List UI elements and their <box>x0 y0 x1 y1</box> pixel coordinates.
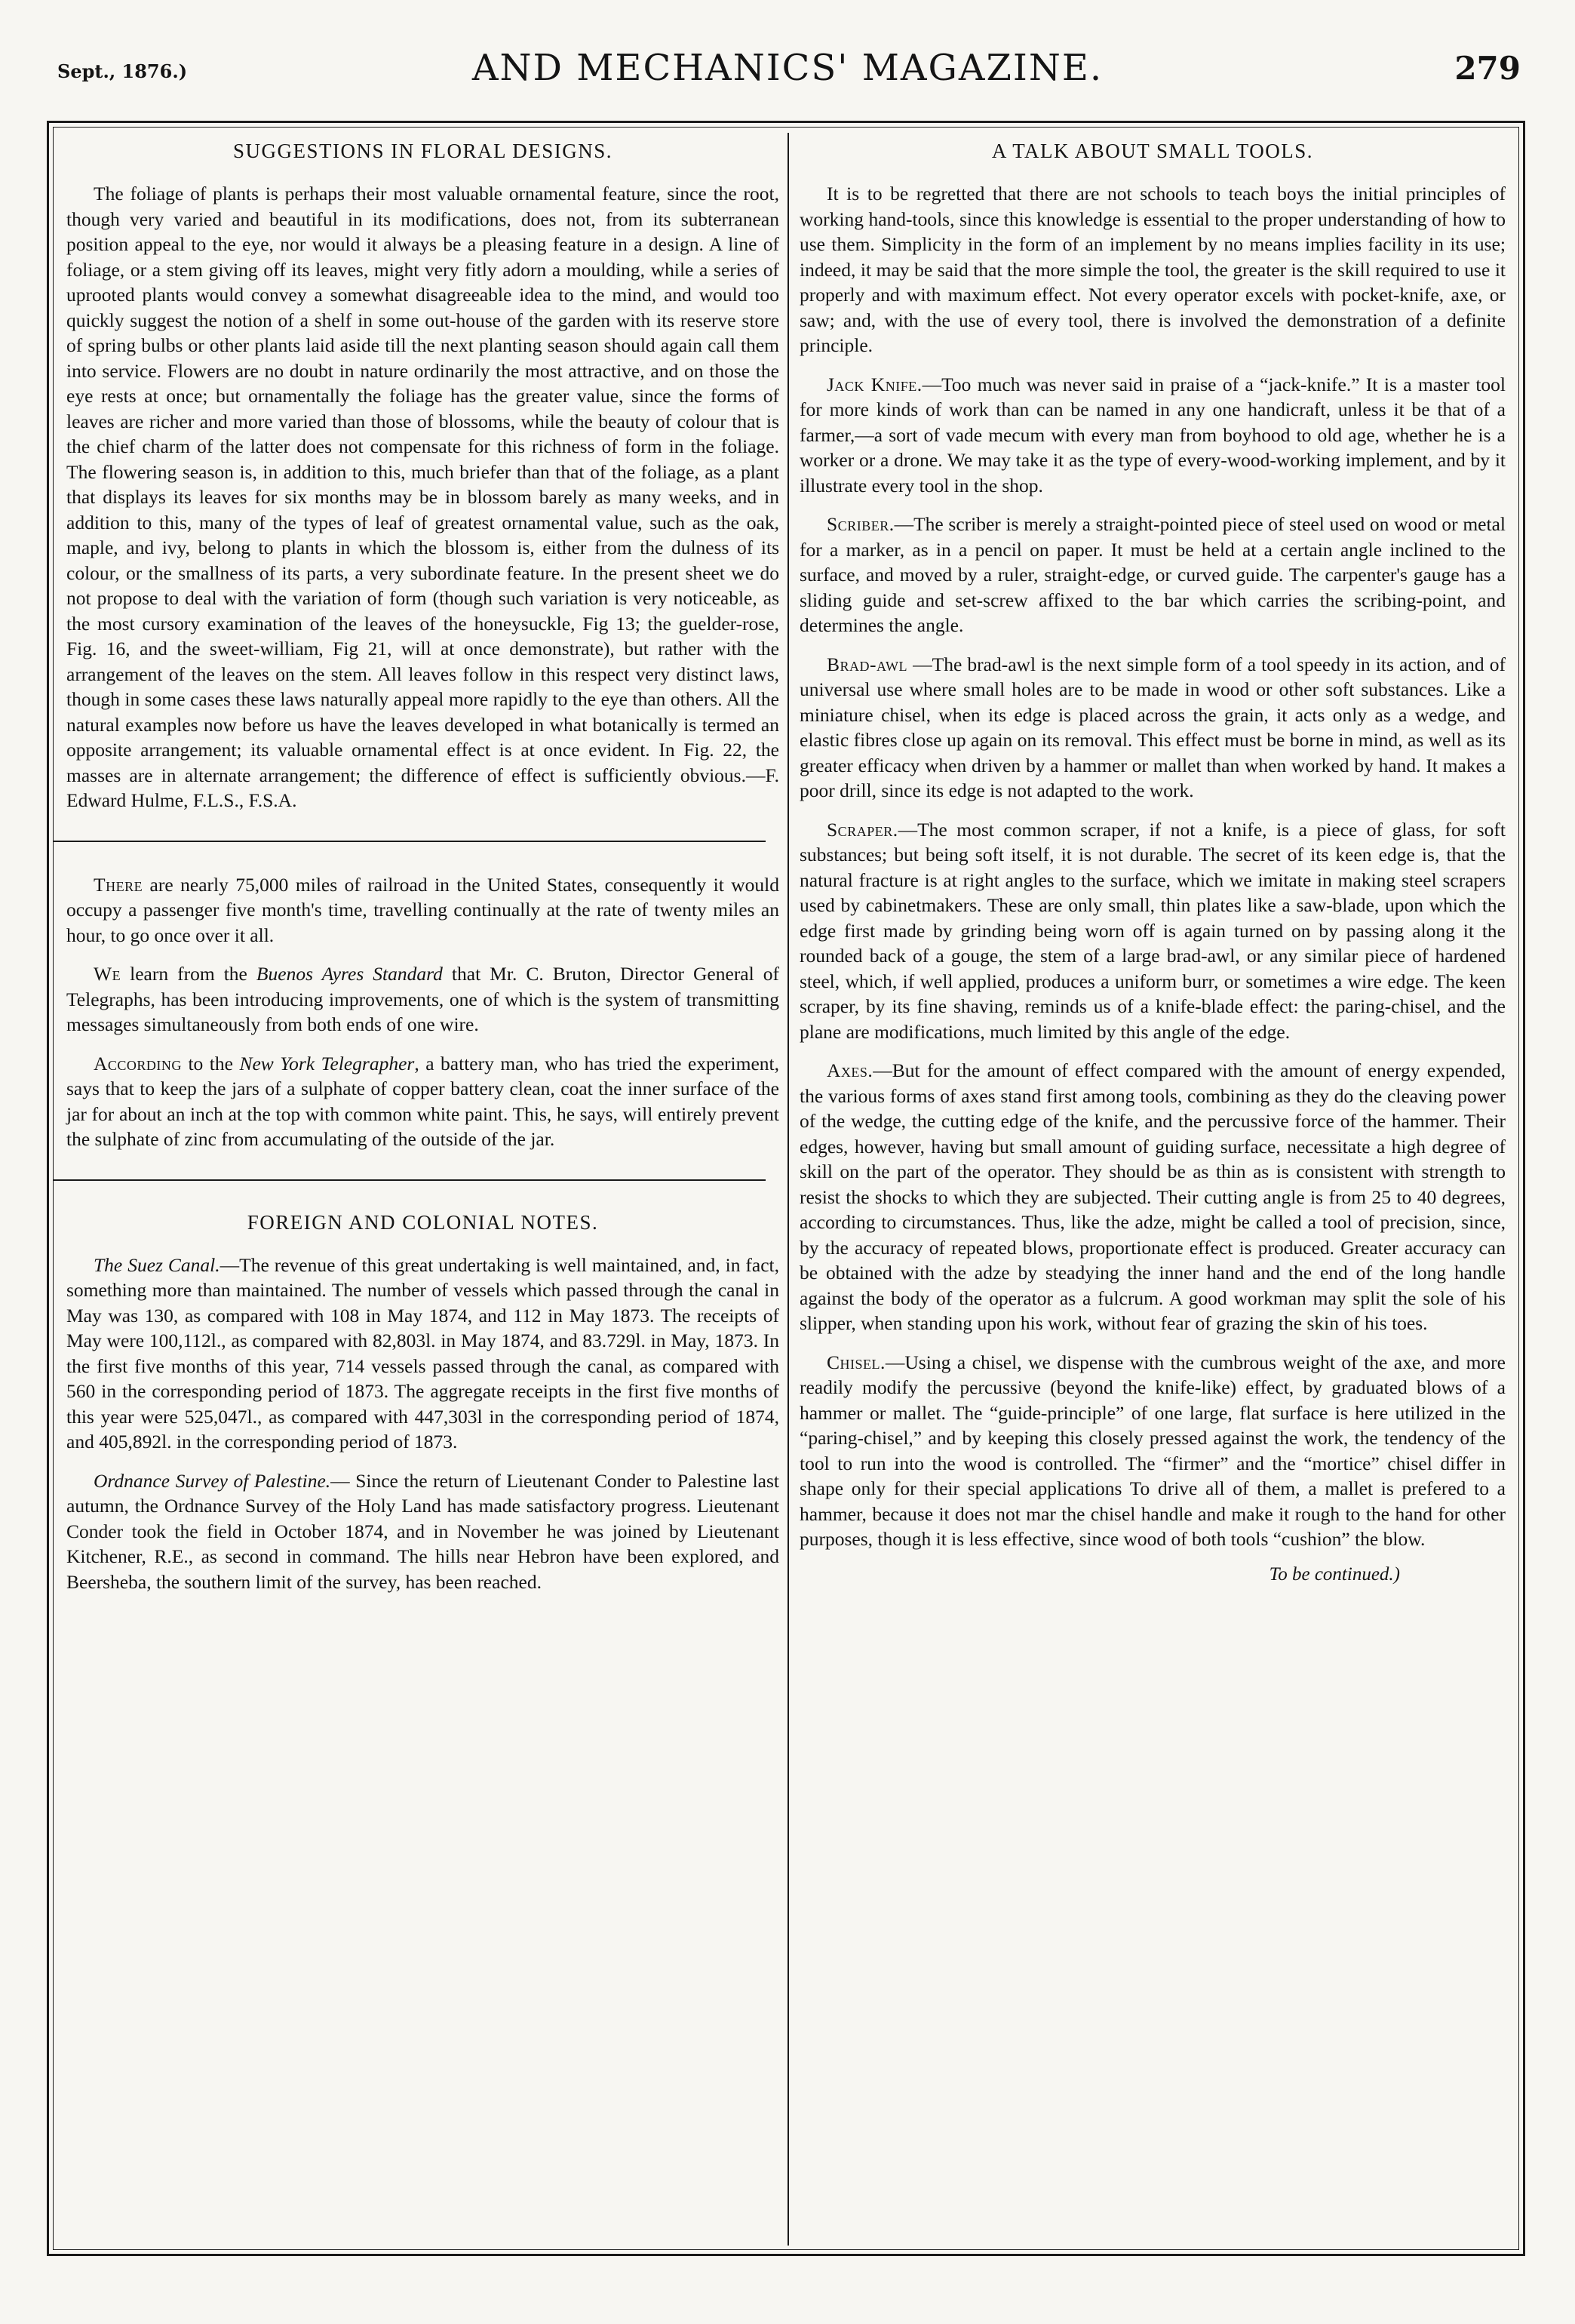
jack-knife-paragraph <box>800 372 1506 499</box>
foreign-heading: FOREIGN AND COLONIAL NOTES. <box>247 1210 599 1234</box>
section-divider <box>53 1179 766 1181</box>
battery-text-2: , a battery man, who has tried the experiment, says that to keep the jars of a sulphate of copper battery clean, coat the inner surface of the jar for about an inch at the top with common white paint. This, he says, will entirely prevent the sulphate of zinc from accumulating of the outside of the jar. <box>66 1052 779 1150</box>
floral-body: The foliage of plants is perhaps their most valuable ornamental feature, since the root, though very varied and beautiful in its modifications, does not, from its subterranean position appeal to the eye, nor would it always be a pleasing feature in a design. A line of foliage, or a stem giving off its leaves, might very fitly adorn a moulding, while a series of uprooted plants would convey a somewhat disagreeable idea to the mind, and would too quickly suggest the notion of a shelf in some out-house of the garden with its reserve store of spring bulbs or other plants laid aside till the next planting season should again call them into service. Flowers are no doubt in nature ordinarily the most attractive, and on those the eye rests at once; but ornamentally the foliage has the greater value, since the forms of leaves are richer and more varied than those of blossoms, while the beauty of colour that is the chief charm of the latter does not compensate for this richness of form in the foliage. The flowering season is, in addition to this, much briefer than that of the foliage, as a plant that displays its leaves for six months may be in blossom barely as many weeks, and in addition to this, many of the types of leaf of greatest ornamental value, such as the oak, maple, and ivy, belong to plants in which the blossom is, either from the dulness of its colour, or the smallness of its parts, a very subordinate feature. In the present sheet we do not propose to deal with the variation of form (though such variation is very noticeable, as the most cursory examination of the leaves of the honeysuckle, Fig 13; the guelder-rose, Fig. 16, and the sweet-william, Fig 21, will at once demonstrate), but rather with the arrangement of the leaves on the stem. All leaves follow in this respect very distinct laws, though in some cases these laws naturally appeal more rapidly to the eye than others. All the natural examples now before us have the leaves developed in what botanically is termed an opposite arrangement; its valuable ornamental effect is at once evident. In Fig. 22, the masses are in alternate arrangement; the difference of effect is sufficiently obvious.—F. Edward Hulme, F.L.S., F.S.A. <box>66 183 779 811</box>
left-column <box>66 140 779 1594</box>
axes-lead: Axes. <box>827 1059 873 1081</box>
palestine-body: — Since the return of Lieutenant Conder to Palestine last autumn, the Ordnance Survey of the Holy Land has made satisfactory progress. Lieutenant Conder took the field in October 1874, and in November he was joined by Lieutenant Kitchener, R.E., as second in command. The hills near Hebron have been explored, and Beersheba, the southern limit of the survey, has been reached. <box>66 1469 779 1593</box>
suez-body: —The revenue of this great undertaking is well maintained, and, in fact, something more than maintained. The number of vessels which passed through the canal in May was 130, as compared with 108 in May 1874, and 112 in May 1873. The receipts of May were 100,112l., as compared with 82,803l. in May 1874, and 83.729l. in May, 1873. In the first five months of this year, 714 vessels passed through the canal, as compared with 560 in the corresponding period of 1873. The aggregate receipts in the first five months of this year were 525,047l., as compared with 447,303l in the corresponding period of 1874, and 405,892l. in the corresponding period of 1873. <box>66 1253 779 1452</box>
palestine-paragraph <box>66 1468 779 1595</box>
tools-intro: It is to be regretted that there are not schools to teach boys the initial principles of working hand-tools, since this knowledge is essential to the proper understanding of how to use them. Simplicity in the form of an implement by no means implies facility in its use; indeed, it may be said that the more simple the tool, the greater is the skill required to use it properly and with maximum effect. Not every operator excels with pocket-knife, axe, or saw; and, with the use of every tool, there is involved the demonstration of a definite principle. <box>800 183 1506 356</box>
scriber-body: —The scriber is merely a straight-pointed piece of steel used on wood or metal for a marker, as in a pencil on paper. It must be held at a certain angle inclined to the surface, and moved by a ruler, straight-edge, or curved guide. The carpenter's gauge has a sliding guide and set-screw affixed to the bar which carries the scribing-point, and determines the angle. <box>800 513 1506 636</box>
bradawl-body: —The brad-awl is the next simple form of a tool speedy in its action, and of universal use where small holes are to be made in wood or other soft substances. Like a miniature chisel, when its edge is placed across the grain, it acts only as a wedge, and elastic fibres close up again on its removal. This effect must be borne in mind, as well as its greater efficacy when driven by a hammer or mallet than when worked by hand. It makes a poor drill, since its edge is not adapted to the work. <box>800 653 1506 801</box>
telegraphs-text-1: learn from the <box>121 963 256 985</box>
telegraphs-paragraph <box>66 961 779 1038</box>
bradawl-paragraph <box>800 652 1506 804</box>
section-divider <box>53 841 766 842</box>
chisel-paragraph <box>800 1350 1506 1552</box>
page-number: 279 <box>1454 50 1521 87</box>
tools-heading: A TALK ABOUT SMALL TOOLS. <box>991 140 1314 162</box>
scraper-paragraph <box>800 817 1506 1045</box>
issue-date: Sept., 1876.) <box>57 60 188 82</box>
scraper-lead: Scraper. <box>827 818 898 841</box>
suez-title: The Suez Canal. <box>94 1253 220 1276</box>
scraper-body: —The most common scraper, if not a knife, is a piece of glass, for soft substances; but being soft itself, it is not durable. The secret of its keen edge is, that the natural fracture is at right angles to the surface, which we imitate in making steel scrapers used by cabinetmakers. These are only small, thin plates like a saw-blade, upon which the edge first made by grinding being worn off is again turned on by passing along it the rounded back of a gouge, the stem of a large brad-awl, or any similar piece of hardened steel, which, if well applied, produces a uniform burr, or sometimes a wire edge. The keen scraper, by its fine shaving, reminds us of a knife-blade effect: the paring-chisel, and the plane are modifications, much limited by this angle of the edge. <box>800 818 1506 1043</box>
continued-note: To be continued.) <box>1269 1563 1400 1585</box>
column-divider <box>788 133 789 2246</box>
right-column <box>800 140 1506 1585</box>
running-head <box>53 47 1522 92</box>
telegraphs-lead: We <box>94 963 121 985</box>
battery-paragraph <box>66 1051 779 1152</box>
chisel-lead: Chisel. <box>827 1351 886 1373</box>
scriber-lead: Scriber. <box>827 513 895 535</box>
telegraphs-text-2: that Mr. C. Bruton, Director General of Telegraphs, has been introducing improvements, one of which is the system of transmitting messages simultaneously from both ends of one wire. <box>66 963 779 1035</box>
jack-knife-body: —Too much was never said in praise of a “jack-knife.” It is a master tool for more kinds of work than can be named in any one handicraft, unless it be that of a farmer,—a sort of vade mecum with every man from boyhood to old age, whether he is a worker or a drone. We may take it as the type of every-wood-working implement, and by it illustrate every tool in the shop. <box>800 373 1506 496</box>
battery-lead: According <box>94 1052 182 1074</box>
scriber-paragraph <box>800 512 1506 638</box>
chisel-body: —Using a chisel, we dispense with the cumbrous weight of the axe, and more readily modify the percussive (beyond the knife-like) effect, by graduated blows of a hammer or mallet. The “guide-principle” of one large, flat surface is here utilized in the “paring-chisel,” and by keeping this closely pressed against the work, the tendency of the tool to run into the wood is controlled. The “firmer” and the “mortice” chisel differ in shape only for their special applications To drive all of them, a mallet is prefered to a hammer, because it does not mar the chisel handle and make it rough to the hand for other purposes, though it is less effective, since wood of both tools “cushion” the blow. <box>800 1351 1506 1550</box>
battery-source: New York Telegrapher <box>239 1052 415 1074</box>
axes-body: —But for the amount of effect compared with the amount of energy expended, the various forms of axes stand first among tools, combining as they do the cleaving power of the wedge, the cutting edge of the knife, and the percussive force of the hammer. Their edges, however, having but small amount of guiding surface, necessitate a high degree of skill on the part of the operator. They should be as thin as is consistent with strength to resist the shocks to which they are subjected. Their cutting angle is from 25 to 40 degrees, according to circumstances. Thus, like the adze, might be called a tool of precision, since, by the accuracy of repeated blows, proportionate effect is produced. Greater accuracy can be obtained with the adze by steadying the inner hand and the end of the long handle against the body of the operator as a fulcrum. A good workman may split the sole of his slipper, when standing upon his work, without fear of grazing the skin of his toes. <box>800 1059 1506 1334</box>
bradawl-lead: Brad-awl <box>827 653 908 675</box>
jack-knife-lead: Jack Knife. <box>827 373 923 395</box>
magazine-title: AND MECHANICS' MAGAZINE. <box>471 47 1104 89</box>
palestine-title: Ordnance Survey of Palestine. <box>94 1469 331 1492</box>
axes-paragraph <box>800 1058 1506 1336</box>
suez-paragraph <box>66 1253 779 1455</box>
battery-text-1: to the <box>181 1052 240 1074</box>
railroad-body: are nearly 75,000 miles of railroad in the United States, consequently it would occupy a passenger five month's time, travelling continually at the rate of twenty miles an hour, to go once over it all. <box>66 873 779 946</box>
floral-heading: SUGGESTIONS IN FLORAL DESIGNS. <box>232 140 613 162</box>
telegraphs-source: Buenos Ayres Standard <box>256 963 443 985</box>
railroad-lead: There <box>94 873 143 896</box>
railroad-paragraph <box>66 872 779 948</box>
